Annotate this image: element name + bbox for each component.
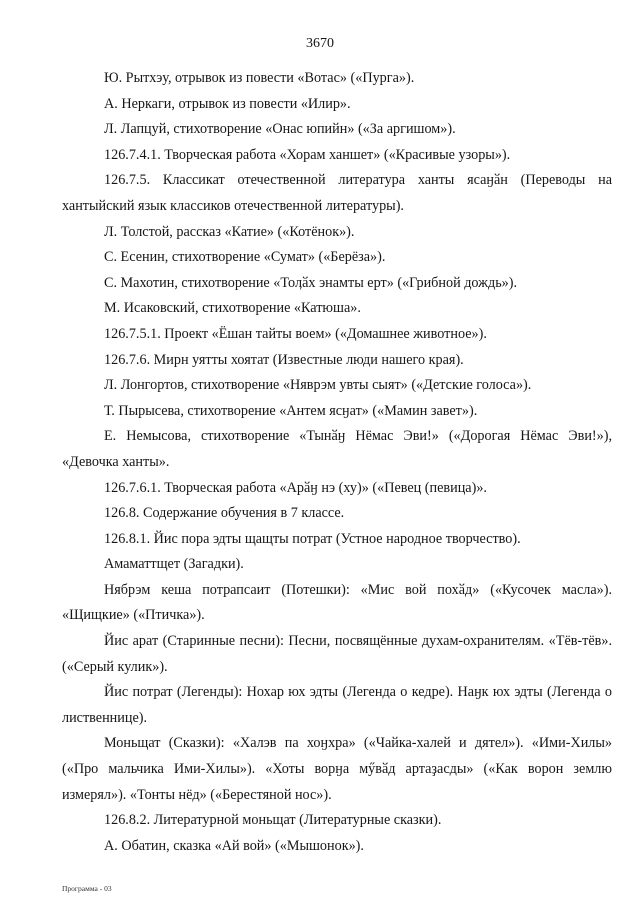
paragraph: Ю. Рытхэу, отрывок из повести «Вотас» («Пурга»). (104, 70, 415, 86)
paragraph: 126.7.5. Классикат отечественной литература ханты ясаӈӑн (Переводы на хантыйский язык классиков отечественной литературы). (62, 172, 612, 214)
paragraph: 126.8.1. Йис пора эдты щащты потрат (Устное народное творчество). (104, 530, 521, 547)
paragraph: Л. Лапцуй, стихотворение «Онас юпийн» («За аргишом»). (104, 121, 456, 138)
paragraph: 126.8. Содержание обучения в 7 классе. (104, 505, 345, 522)
paragraph: Моньщат (Сказки): «Халэв па хоӈхра» («Чайка-халей и дятел»). «Ими-Хилы» («Про мальчика Ими-Хилы»). «Хоты ворӈа мӳвӑд артаҙасды» («Как ворон землю измерял»). «Тонты нёд» («Берестяной нос»). (62, 735, 612, 803)
paragraph: С. Махотин, стихотворение «Тоӆӑх энамты ерт» («Грибной дождь»). (104, 274, 518, 291)
paragraph: Йис арат (Старинные песни): Песни, посвящённые духам-охранителям. «Тёв-тёв». («Серый кулик»). (62, 633, 612, 675)
paragraph: 126.7.6.1. Творческая работа «Арӑӈ нэ (ху)» («Певец (певица)». (104, 479, 487, 496)
paragraph: Амаматтщет (Загадки). (104, 556, 244, 573)
paragraph: 126.7.5.1. Проект «Ёшан тайты воем» («Домашнее животное»). (104, 325, 487, 342)
paragraph: С. Есенин, стихотворение «Сумат» («Берёза»). (104, 249, 386, 266)
paragraph: 126.7.4.1. Творческая работа «Хорам ханшет» («Красивые узоры»). (104, 146, 511, 163)
paragraph: Нябрэм кеша потрапсаит (Потешки): «Мис вой похӑд» («Кусочек масла»). «Щищкие» («Птичка»). (62, 581, 612, 624)
paragraph: 126.7.6. Мирн уятты хоятат (Известные люди нашего края). (104, 351, 464, 368)
document-body (62, 66, 612, 859)
paragraph: Е. Немысова, стихотворение «Тынӑӈ Нёмас Эви!» («Дорогая Нёмас Эви!»), «Девочка ханты». (62, 428, 612, 470)
page-number: 3670 (306, 36, 334, 51)
paragraph: А. Неркаги, отрывок из повести «Илир». (104, 95, 351, 112)
paragraph: А. Обатин, сказка «Ай вой» («Мышонок»). (104, 837, 364, 854)
paragraph: Йис потрат (Легенды): Нохар юх эдты (Легенда о кедре). Наӈк юх эдты (Легенда о лиственнице). (62, 684, 612, 726)
paragraph: М. Исаковский, стихотворение «Катюша». (104, 300, 361, 317)
footer-label: Программа - 03 (62, 884, 112, 893)
paragraph: Т. Пырысева, стихотворение «Антем ясӈат» («Мамин завет»). (104, 402, 478, 419)
paragraph: Л. Толстой, рассказ «Катие» («Котёнок»). (104, 223, 355, 240)
paragraph: 126.8.2. Литературной моньщат (Литературные сказки). (104, 812, 442, 829)
paragraph: Л. Лонгортов, стихотворение «Няврэм увты сыят» («Детские голоса»). (104, 377, 532, 394)
